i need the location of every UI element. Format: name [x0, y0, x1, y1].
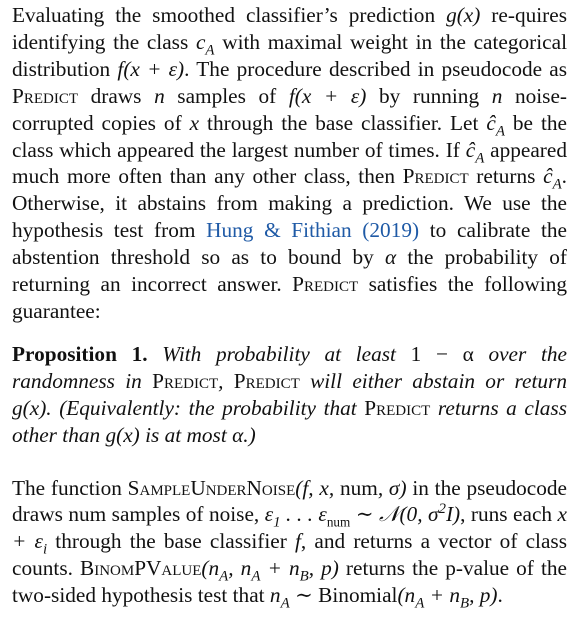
text-run: satisfies the following guarantee: — [12, 272, 567, 323]
math-subscript: i — [42, 541, 48, 558]
text-run: through the base classifier. Let — [199, 110, 487, 135]
math-c-hat-a — [543, 164, 562, 193]
text-run: will either abstain or return — [299, 368, 567, 393]
math-subscript: A — [251, 568, 261, 585]
math-symbol: x + ε — [12, 502, 567, 554]
text-run: through the base classifier — [47, 529, 295, 554]
math-subscript: A — [415, 595, 425, 612]
predict-name: Predict — [12, 83, 79, 108]
math-binomial: Binomial — [318, 583, 398, 608]
text-run: with maximal weight in the categorical distribution — [12, 29, 567, 81]
math-f-x-eps: f(x + ε) — [288, 83, 367, 108]
proposition-label: Proposition 1. — [12, 341, 148, 366]
text-run: is at most — [139, 422, 233, 447]
math-symbol: . . . ε — [280, 502, 327, 527]
math-alpha: α — [385, 245, 397, 270]
predict-name: Predict — [152, 368, 219, 393]
text-run: noise-corrupted copies of — [12, 83, 567, 135]
text-run: . — [497, 583, 503, 608]
math-symbol: ĉ — [543, 164, 553, 189]
proposition-1 — [12, 341, 567, 449]
text-run: draws — [78, 83, 155, 108]
math-symbol: , σ) — [377, 475, 407, 500]
math-binom-args — [201, 556, 339, 585]
math-c-hat-a — [465, 137, 485, 166]
math-symbol: c — [195, 29, 206, 54]
math-subscript: A — [475, 149, 485, 166]
math-symbol: n — [269, 583, 281, 608]
math-subscript: A — [205, 42, 215, 59]
math-subscript: A — [495, 122, 505, 139]
text-run: .) — [243, 422, 256, 447]
math-num: num — [339, 475, 378, 500]
text-run: . Otherwise, it abstains from making a prediction. We use the hypothesis test from — [12, 164, 567, 243]
binom-p-value-name: BinomPValue — [80, 556, 202, 581]
predict-name: Predict — [402, 164, 469, 189]
math-g-x: g(x) — [105, 422, 140, 447]
math-subscript: A — [552, 176, 562, 193]
text-run: be the class which appeared the largest number of times. If — [12, 110, 567, 162]
math-c-a — [195, 29, 215, 59]
text-run: the probability of returning an incorrect answer. — [12, 245, 568, 297]
text-run: re-quires identifying the class — [12, 3, 567, 54]
math-f: f — [294, 529, 301, 554]
math-noise-samples — [264, 501, 461, 531]
paragraph-predict-description — [12, 2, 567, 325]
math-symbol: ĉ — [465, 137, 476, 162]
text-run: . (Equivalently: the probability that — [46, 395, 365, 420]
math-subscript: num — [326, 514, 351, 530]
math-n: n — [154, 83, 165, 108]
math-symbol: + n — [260, 556, 300, 581]
math-n: n — [491, 83, 503, 108]
sample-under-noise-name: SampleUnderNoise — [127, 475, 296, 500]
math-symbol: I) — [445, 502, 461, 527]
math-binomial-distribution — [269, 583, 498, 612]
math-symbol: ∼ 𝒩(0, σ — [350, 502, 439, 527]
math-sample-args — [295, 476, 406, 500]
math-x: x — [189, 110, 200, 135]
math-symbol: + n — [424, 583, 460, 608]
predict-name: Predict — [233, 368, 300, 393]
text-run: returns a class other than — [12, 395, 567, 447]
math-f-x-eps: f(x + ε) — [117, 56, 185, 81]
text-run: over the randomness in — [12, 341, 567, 393]
text-run: Evaluating the smoothed classifier’s prediction — [12, 3, 447, 27]
math-symbol: , n — [228, 556, 252, 581]
text-run: by running — [366, 83, 492, 108]
math-subscript: 1 — [273, 514, 281, 531]
math-symbol: ∼ — [289, 583, 319, 608]
math-symbol: ε — [264, 502, 274, 527]
math-symbol: (n — [397, 583, 416, 608]
text-run: With probability at least — [147, 341, 411, 366]
math-one-minus-alpha: 1 − α — [410, 341, 474, 366]
math-subscript: A — [219, 568, 229, 585]
math-symbol: , p) — [308, 556, 339, 581]
math-symbol: (n — [201, 556, 220, 581]
text-run: in the pseudocode draws num samples of noise, — [12, 475, 568, 527]
math-c-hat-a — [486, 110, 505, 139]
text-run: returns — [468, 164, 544, 189]
text-run: samples of — [164, 83, 289, 108]
math-subscript: A — [280, 595, 290, 612]
math-symbol: (f, x, — [295, 475, 340, 500]
text-run: returns the p-value of the two-sided hypothesis test that — [12, 556, 567, 608]
predict-name: Predict — [292, 272, 359, 297]
math-alpha: α — [232, 422, 244, 447]
text-run: , runs each — [460, 502, 558, 527]
math-g-x: g(x) — [446, 3, 481, 27]
math-subscript: B — [299, 568, 309, 585]
paragraph-pseudocode-functions — [12, 475, 567, 610]
text-run: The function — [12, 475, 128, 500]
text-run: , — [218, 368, 234, 393]
math-symbol: ĉ — [486, 110, 496, 135]
math-subscript: B — [459, 595, 470, 612]
math-superscript: 2 — [438, 501, 446, 518]
text-run: , and returns a vector of class counts. — [12, 529, 567, 581]
predict-name: Predict — [364, 395, 431, 420]
citation-link[interactable]: Hung & Fithian (2019) — [206, 218, 420, 243]
math-g-x: g(x) — [12, 395, 47, 420]
text-run: to calibrate the abstention threshold so as to bound by — [12, 218, 567, 270]
text-run: . The procedure described in pseudocode as — [184, 56, 568, 81]
text-run: appeared much more often than any other class, then — [12, 137, 568, 189]
math-symbol: , p) — [469, 583, 498, 608]
